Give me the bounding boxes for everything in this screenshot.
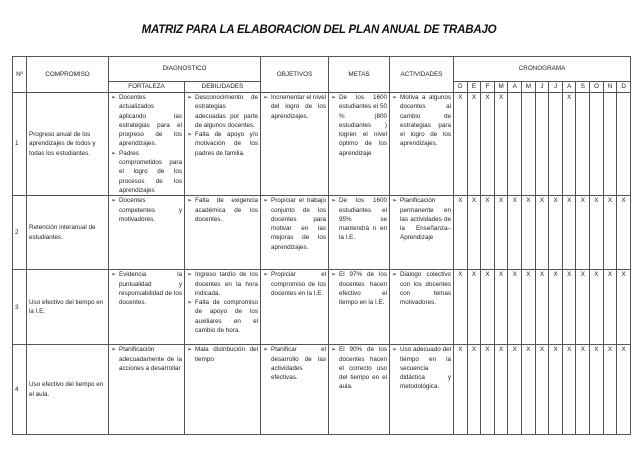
schedule-mark — [603, 93, 617, 196]
schedule-mark: X — [494, 270, 508, 345]
schedule-mark: X — [508, 270, 522, 345]
compromiso-cell: Uso efectivo del tiempo en el aula. — [27, 345, 109, 435]
metas-list — [331, 196, 387, 242]
compromiso-cell: Uso efectivo del tiempo en la I.E. — [27, 270, 109, 345]
header-month: E — [467, 82, 481, 93]
schedule-mark — [617, 93, 631, 196]
header-actividades: ACTIVIDADES — [390, 57, 454, 93]
schedule-mark: X — [562, 196, 576, 270]
metas-list — [331, 345, 387, 391]
schedule-mark: X — [549, 196, 563, 270]
metas-cell — [329, 93, 390, 196]
fortaleza-list — [111, 345, 182, 373]
bullet-item: ➢ Docentes actualizados aplicando las estrategias para el progreso de los aprendizajes. — [111, 93, 182, 149]
bullet-item: ➢ Dialogo colectivo con los docentes con temas motivadores. — [392, 270, 451, 307]
schedule-mark: X — [467, 270, 481, 345]
schedule-mark — [535, 93, 549, 196]
schedule-mark: X — [454, 345, 468, 435]
plan-matrix-table — [12, 56, 631, 435]
schedule-mark: X — [481, 270, 495, 345]
schedule-mark: X — [467, 196, 481, 270]
metas-cell — [329, 270, 390, 345]
schedule-mark: X — [522, 196, 536, 270]
metas-list — [331, 93, 387, 158]
schedule-mark: X — [481, 196, 495, 270]
schedule-mark: X — [617, 345, 631, 435]
table-body — [13, 93, 631, 435]
header-month: A — [508, 82, 522, 93]
bullet-item: ➢ Falta de exigencia académica de los docentes. — [187, 196, 258, 224]
table-row — [13, 93, 631, 196]
schedule-mark: X — [481, 93, 495, 196]
bullet-item: ➢ El 97% de los docentes hacen efectivo el tiempo en la I.E. — [331, 270, 387, 307]
compromiso-cell: Progreso anual de los aprendizajes de todos y todas los estudiantes. — [27, 93, 109, 196]
schedule-mark: X — [494, 345, 508, 435]
header-month: A — [562, 82, 576, 93]
header-month: F — [481, 82, 495, 93]
fortaleza-list — [111, 196, 182, 224]
debilidades-list — [187, 93, 258, 158]
bullet-item: ➢ Falta de compromiso de apoyo de los auxiliares en el cambio de hora. — [187, 298, 258, 335]
metas-cell — [329, 196, 390, 270]
header-month: S — [576, 82, 590, 93]
schedule-mark: X — [562, 270, 576, 345]
schedule-mark: X — [603, 196, 617, 270]
header-objetivos: OBJETIVOS — [261, 57, 329, 93]
bullet-item: ➢ Ingreso tardío de los docentes en la hora indicada. — [187, 270, 258, 298]
bullet-item: ➢ Motiva a algunos docentes al cambio de estrategias para el logro de los aprendizajes. — [392, 93, 451, 149]
bullet-item: ➢ Uso adecuado del tiempo en la secuencia didáctica y metodológica. — [392, 345, 451, 391]
schedule-mark: X — [603, 270, 617, 345]
actividades-list — [392, 196, 451, 242]
header-diagnostico: DIAGNOSTICO — [109, 57, 261, 82]
debilidades-list — [187, 270, 258, 335]
bullet-item: ➢ Propiciar el compromiso de los docentes en la I.E. — [263, 270, 326, 298]
header-month: O — [590, 82, 604, 93]
schedule-mark: X — [617, 196, 631, 270]
bullet-item: ➢ Planificación permanente en las actividades de la Enseñanza–Aprendizaje — [392, 196, 451, 242]
objetivos-cell — [261, 93, 329, 196]
header-debilidades: DEBILIDADES — [185, 82, 261, 93]
schedule-mark: X — [467, 345, 481, 435]
schedule-mark: X — [508, 345, 522, 435]
header-month: J — [549, 82, 563, 93]
row-number: 3 — [13, 270, 27, 345]
bullet-item: ➢ De los 1600 estudiantes el 50 % (800 estudiantes ) logren el nivel óptimo de los aprendizaje — [331, 93, 387, 158]
metas-list — [331, 270, 387, 307]
fortaleza-list — [111, 270, 182, 307]
schedule-mark: X — [603, 345, 617, 435]
table-header — [13, 57, 631, 93]
schedule-mark: X — [494, 93, 508, 196]
bullet-item: ➢ Planificación adecuadamente de la acciones a desarrollar — [111, 345, 182, 373]
actividades-list — [392, 270, 451, 307]
schedule-mark — [549, 93, 563, 196]
debilidades-cell — [185, 270, 261, 345]
actividades-cell — [390, 345, 454, 435]
table-row — [13, 270, 631, 345]
objetivos-cell — [261, 345, 329, 435]
header-month: J — [535, 82, 549, 93]
fortaleza-list — [111, 93, 182, 195]
header-month: M — [494, 82, 508, 93]
schedule-mark: X — [508, 196, 522, 270]
objetivos-list — [263, 270, 326, 298]
schedule-mark: X — [467, 93, 481, 196]
debilidades-list — [187, 196, 258, 224]
bullet-item: ➢ Desconocimiento de estrategias adecuadas por parte de algunos docentes. — [187, 93, 258, 130]
schedule-mark — [522, 93, 536, 196]
row-number: 4 — [13, 345, 27, 435]
bullet-item: ➢ Padres comprometidos para el logro de los procesos de los aprendizajes — [111, 149, 182, 195]
schedule-mark — [508, 93, 522, 196]
fortaleza-cell — [109, 270, 185, 345]
header-num: Nº — [13, 57, 27, 93]
debilidades-cell — [185, 345, 261, 435]
objetivos-cell — [261, 270, 329, 345]
schedule-mark: X — [549, 345, 563, 435]
schedule-mark: X — [535, 196, 549, 270]
schedule-mark: X — [454, 196, 468, 270]
schedule-mark: X — [576, 270, 590, 345]
row-number: 1 — [13, 93, 27, 196]
header-month: D — [454, 82, 468, 93]
schedule-mark: X — [562, 93, 576, 196]
header-fortaleza: FORTALEZA — [109, 82, 185, 93]
header-metas: METAS — [329, 57, 390, 93]
schedule-mark: X — [535, 270, 549, 345]
header-compromiso: COMPROMISO — [27, 57, 109, 93]
schedule-mark: X — [535, 345, 549, 435]
debilidades-cell — [185, 196, 261, 270]
actividades-cell — [390, 93, 454, 196]
bullet-item: ➢ Mala distribución del tiempo — [187, 345, 258, 364]
objetivos-list — [263, 196, 326, 252]
fortaleza-cell — [109, 345, 185, 435]
schedule-mark — [576, 93, 590, 196]
bullet-item: ➢ Planificar el desarrollo de las actividades efectivas. — [263, 345, 326, 382]
fortaleza-cell — [109, 196, 185, 270]
table-row — [13, 196, 631, 270]
metas-cell — [329, 345, 390, 435]
actividades-list — [392, 93, 451, 149]
schedule-mark: X — [454, 93, 468, 196]
schedule-mark: X — [562, 345, 576, 435]
schedule-mark: X — [522, 345, 536, 435]
schedule-mark: X — [590, 345, 604, 435]
objetivos-list — [263, 345, 326, 382]
bullet-item: ➢ Evidencia la puntualidad y responsabilidad de los docentes. — [111, 270, 182, 307]
schedule-mark: X — [576, 196, 590, 270]
header-month: M — [522, 82, 536, 93]
table-row — [13, 345, 631, 435]
schedule-mark: X — [590, 196, 604, 270]
bullet-item: ➢ Falta de apoyo y/o motivación de los padres de familia. — [187, 130, 258, 158]
header-month: N — [603, 82, 617, 93]
actividades-cell — [390, 196, 454, 270]
objetivos-list — [263, 93, 326, 121]
compromiso-cell: Retención interanual de estudiantes. — [27, 196, 109, 270]
schedule-mark — [590, 93, 604, 196]
header-cronograma: CRONOGRAMA — [454, 57, 631, 82]
objetivos-cell — [261, 196, 329, 270]
schedule-mark: X — [522, 270, 536, 345]
schedule-mark: X — [549, 270, 563, 345]
bullet-item: ➢ De los 1600 estudiantes el 95% se mantendrá n en la I.E. — [331, 196, 387, 242]
bullet-item: ➢ El 90% de los docentes hacen el correcto uso del tiempo en el aula. — [331, 345, 387, 391]
schedule-mark: X — [494, 196, 508, 270]
fortaleza-cell — [109, 93, 185, 196]
debilidades-cell — [185, 93, 261, 196]
actividades-list — [392, 345, 451, 391]
row-number: 2 — [13, 196, 27, 270]
schedule-mark: X — [481, 345, 495, 435]
schedule-mark: X — [454, 270, 468, 345]
schedule-mark: X — [617, 270, 631, 345]
header-month: D — [617, 82, 631, 93]
actividades-cell — [390, 270, 454, 345]
schedule-mark: X — [576, 345, 590, 435]
debilidades-list — [187, 345, 258, 364]
page-title: MATRIZ PARA LA ELABORACION DEL PLAN ANUAL DE TRABAJO — [141, 24, 497, 36]
schedule-mark: X — [590, 270, 604, 345]
bullet-item: ➢ Incrementar el nivel del logro de los aprendizajes. — [263, 93, 326, 121]
bullet-item: ➢ Docentes competentes y motivadores. — [111, 196, 182, 224]
bullet-item: ➢ Propiciar el trabajo conjunto de los docentes para motivar en las mejoras de los aprendizajes. — [263, 196, 326, 252]
